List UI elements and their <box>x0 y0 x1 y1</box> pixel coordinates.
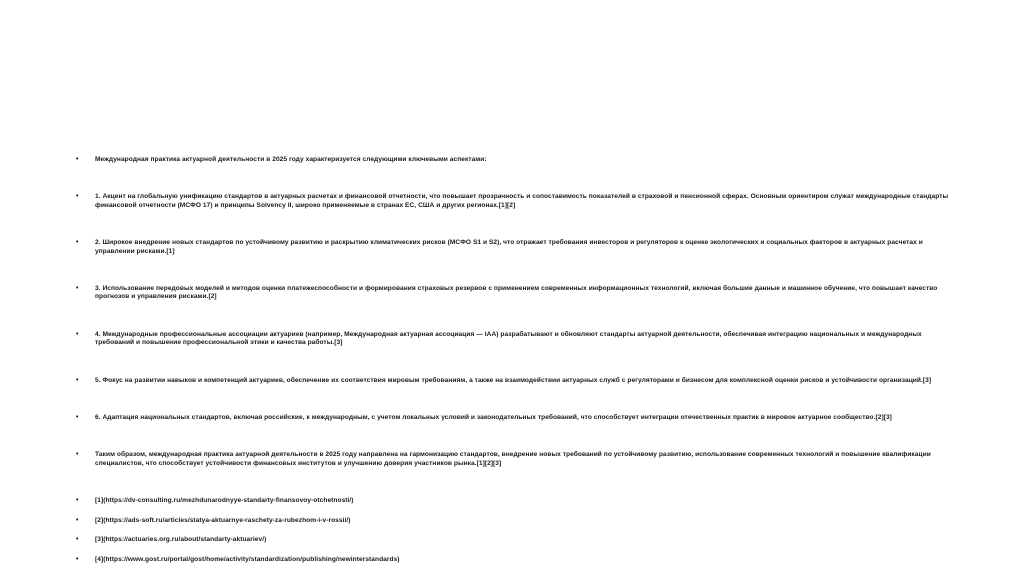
list-item-point-6 <box>76 414 956 422</box>
bullet-icon: • <box>76 555 79 563</box>
list-item-text: Международная практика актуарной деятельности в 2025 году характеризуется следующими ключевыми аспектами: <box>95 156 487 163</box>
bullet-icon: • <box>76 536 79 544</box>
bullet-icon: • <box>76 193 79 201</box>
bullet-icon: • <box>76 376 79 384</box>
list-item-text: 4. Международные профессиональные ассоциации актуариев (например, Международная актуарная ассоциация — IAA) разрабатывают и обновляют стандарты актуарной деятельности, обеспечивая интеграцию национальных и международных требований и повышение профессиональной этики и качества работы.[3] <box>95 330 922 347</box>
list-item-intro <box>76 156 956 164</box>
reference-item-3 <box>76 536 956 544</box>
bullet-icon: • <box>76 330 79 338</box>
bullet-icon: • <box>76 516 79 524</box>
bullet-icon: • <box>76 414 79 422</box>
bullet-icon: • <box>76 156 79 163</box>
list-item-point-3 <box>76 285 956 302</box>
bullet-icon: • <box>76 285 79 293</box>
reference-item-2 <box>76 517 956 525</box>
reference-link[interactable]: [3](https://actuaries.org.ru/about/standarty-aktuariev/) <box>95 536 267 544</box>
bullet-icon: • <box>76 497 79 505</box>
reference-link[interactable]: [4](https://www.gost.ru/portal/gost/home/activity/standardization/publishing/newinterstandards) <box>95 555 400 563</box>
reference-link[interactable]: [1](https://dv-consulting.ru/mezhdunarodnyye-standarty-finansovoy-otchetnosti/) <box>95 497 354 505</box>
reference-item-4 <box>76 556 956 564</box>
list-item-text: 3. Использование передовых моделей и методов оценки платежеспособности и формирования страховых резервов с применением современных информационных технологий, включая большие данные и машинное обучение, что повышает качество прогнозов и управления рисками.[2] <box>95 285 938 301</box>
list-item-text: 1. Акцент на глобальную унификацию стандартов в актуарных расчетах и финансовой отчетности, что повышает прозрачность и сопоставимость показателей в страховой и пенсионной сферах. Основным ориентиром служат международные стандарты финансовой отчетности (МСФО 17) и принципы Solvency II, широко применяемые в странах ЕС, США и других регионах.[1][2] <box>95 193 949 209</box>
list-item-point-2 <box>76 239 956 256</box>
bullet-icon: • <box>76 451 79 459</box>
list-item-point-4 <box>76 331 956 348</box>
list-item-conclusion <box>76 451 956 468</box>
list-item-text: Таким образом, международная практика актуарной деятельности в 2025 году направлена на гармонизацию стандартов, внедрение новых требований по устойчивому развитию, использование современных технологий и повышение квалификации специалистов, что способствует устойчивости финансовых институтов и улучшению доверия участников рынка.[1][2][3] <box>95 451 931 467</box>
reference-link[interactable]: [2](https://ads-soft.ru/articles/statya-aktuarnye-raschety-za-rubezhom-i-v-rossii/) <box>95 516 351 524</box>
list-item-point-1 <box>76 193 956 210</box>
list-item-text: 6. Адаптация национальных стандартов, включая российские, к международным, с учетом локальных условий и законодательных требований, что способствует интеграции отечественных практик в мировое актуарное сообщество.[2][3] <box>95 414 892 422</box>
list-item-text: 2. Широкое внедрение новых стандартов по устойчивому развитию и раскрытию климатических рисков (МСФО S1 и S2), что отражает требования инвесторов и регуляторов к оценке экологических и социальных факторов в актуарных расчетах и управлении рисками.[1] <box>95 239 923 255</box>
content-bullet-list <box>76 150 956 564</box>
list-item-point-5 <box>76 377 956 385</box>
reference-item-1 <box>76 497 956 505</box>
bullet-icon: • <box>76 239 79 247</box>
list-item-text: 5. Фокус на развитии навыков и компетенций актуариев, обеспечение их соответствия мировым требованиям, а также на взаимодействии актуарных служб с регуляторами и бизнесом для комплексной оценки рисков и устойчивости организаций.[3] <box>95 376 932 384</box>
